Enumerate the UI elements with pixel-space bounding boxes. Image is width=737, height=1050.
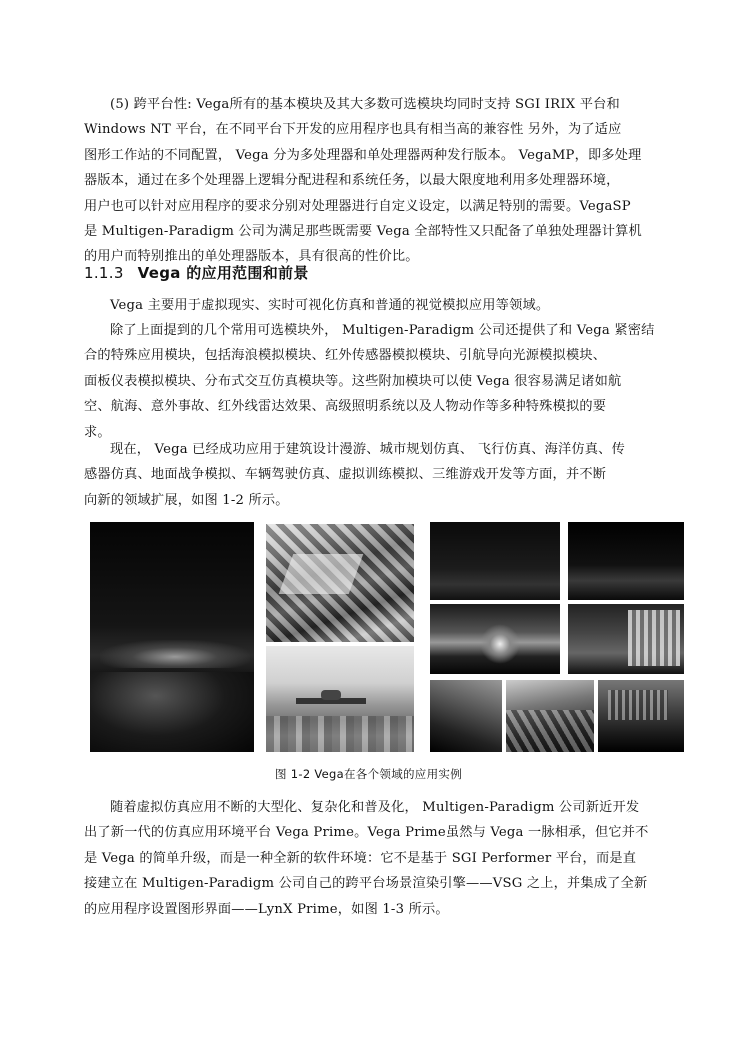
text-line: 合的特殊应用模块，包括海浪模拟模块、红外传感器模拟模块、引航导向光源模拟模块、 <box>84 348 607 364</box>
text-line: 向新的领域扩展，如图 1-2 所示。 <box>84 492 289 508</box>
photo-night-sky-scene <box>90 522 254 752</box>
photo-building-night <box>568 604 684 674</box>
text-line: 除了上面提到的几个常用可选模块外， Multigen-Paradigm 公司还提供了和 Vega 紧密结 <box>110 323 655 338</box>
paragraph-cross-platform <box>84 92 688 270</box>
paragraph-special-modules <box>84 318 688 445</box>
section-title: Vega 的应用范围和前景 <box>137 264 309 282</box>
paragraph-applications <box>84 437 688 513</box>
photo-urban-night <box>598 680 684 752</box>
text-line: 器版本，通过在多个处理器上逻辑分配进程和系统任务，以最大限度地利用多处理器环境， <box>84 173 620 189</box>
text-line: 是 Vega 的简单升级，而是一种全新的软件环境：它不是基于 SGI Performer 平台，而是直 <box>84 850 637 866</box>
figure-caption: 图 1-2 Vega在各个领域的应用实例 <box>275 767 462 781</box>
photo-dark-terrain <box>430 522 560 600</box>
text-line: 随着虚拟仿真应用不断的大型化、复杂化和普及化， Multigen-Paradigm 公司新近开发 <box>110 800 640 815</box>
text-line: Windows NT 平台，在不同平台下开发的应用程序也具有相当高的兼容性 另外，为了适应 <box>84 122 622 138</box>
section-heading <box>84 262 309 283</box>
text-line: 现在， Vega 已经成功应用于建筑设计漫游、城市规划仿真、 飞行仿真、海洋仿真、传 <box>110 442 625 457</box>
text-line: 面板仪表模拟模块、分布式交互仿真模块等。这些附加模块可以使 Vega 很容易满足诸如航 <box>84 373 622 389</box>
text-line: 求。 <box>84 424 111 440</box>
paragraph-usage <box>84 293 688 318</box>
text-line: 空、航海、意外事故、红外线雷达效果、高级照明系统以及人物动作等多种特殊模拟的要 <box>84 399 607 415</box>
section-number: 1.1.3 <box>84 264 124 282</box>
text-line: 接建立在 Multigen-Paradigm 公司自己的跨平台场景渲染引擎——VSG 之上，并集成了全新 <box>84 876 648 892</box>
text-line: 感器仿真、地面战争模拟、车辆驾驶仿真、虚拟训练模拟、三维游戏开发等方面，并不断 <box>84 467 607 483</box>
text-line: Vega 主要用于虚拟现实、实时可视化仿真和普通的视觉模拟应用等领域。 <box>110 298 550 313</box>
photo-rooftop-view <box>506 680 594 752</box>
text-line: 的应用程序设置图形界面——LynX Prime，如图 1-3 所示。 <box>84 901 449 917</box>
text-line: 图形工作站的不同配置， Vega 分为多处理器和单处理器两种发行版本。 VegaMP，即多处理 <box>84 147 642 163</box>
photo-city-aerial <box>266 524 414 642</box>
photo-terrain-sunset <box>430 604 560 674</box>
paragraph-vega-prime <box>84 795 688 922</box>
text-line: (5) 跨平台性: Vega所有的基本模块及其大多数可选模块均同时支持 SGI IRIX 平台和 <box>110 97 620 112</box>
text-line: 是 Multigen-Paradigm 公司为满足那些既需要 Vega 全部特性又只配备了单独处理器计算机 <box>84 224 642 240</box>
text-line: 用户也可以针对应用程序的要求分别对处理器进行自定义设定，以满足特别的需要。VegaSP <box>84 198 631 214</box>
photo-dark-horizon <box>568 522 684 600</box>
photo-street-scene <box>430 680 502 752</box>
photo-helicopter-harbor <box>266 646 414 752</box>
text-line: 的用户而特别推出的单处理器版本，具有很高的性价比。 <box>84 249 419 265</box>
figure-application-examples <box>88 520 688 755</box>
text-line: 出了新一代的仿真应用环境平台 Vega Prime。Vega Prime虽然与 Vega 一脉相承，但它并不 <box>84 825 649 841</box>
